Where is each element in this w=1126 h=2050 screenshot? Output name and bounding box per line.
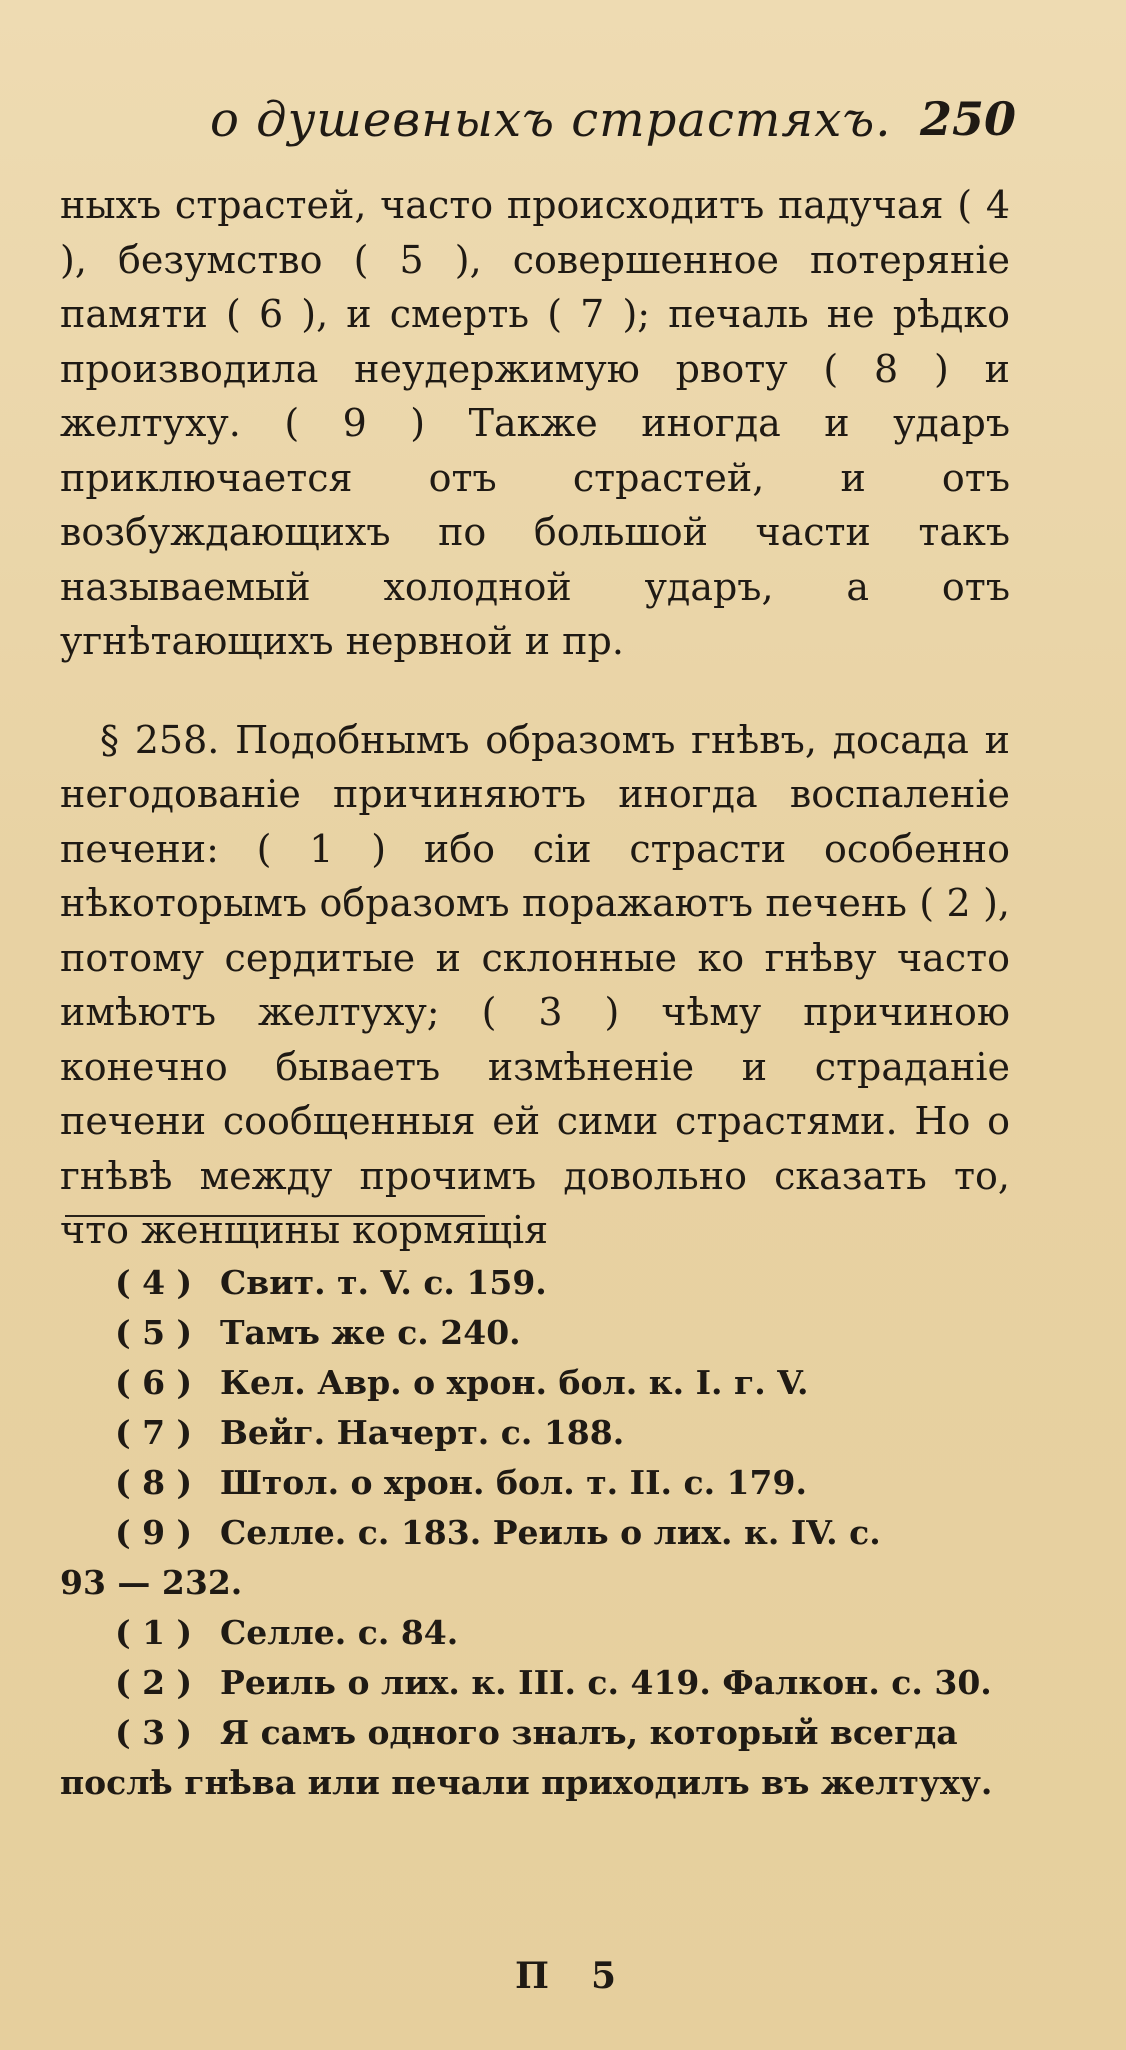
signature-mark: П [515, 1955, 551, 1997]
footnote [60, 1458, 1020, 1508]
footnote-text: Я самъ одного зналъ, который всегда [220, 1713, 958, 1752]
footnote-text: Селле. с. 183. Реиль о лих. к. IV. с. [220, 1513, 881, 1552]
footnote-text: 93 — 232. [60, 1563, 243, 1602]
footnote-mark: ( 9 ) [115, 1513, 193, 1552]
page-header [0, 92, 1126, 162]
footnote [60, 1708, 1020, 1758]
footnote-text: послѣ гнѣва или печали приходилъ въ желтуху. [60, 1763, 993, 1802]
footnote-mark: ( 7 ) [115, 1413, 193, 1452]
paragraph-1: ныхъ страстей, часто происходитъ падучая ( 4 ), безумство ( 5 ), совершенное потеряніе памяти ( 6 ), и смерть ( 7 ); печаль не рѣдко производила неудержимую рвоту ( 8 ) и желтуху. ( 9 ) Также иногда и ударъ приключается отъ страстей, и отъ возбуждающихъ по большой части такъ называемый холодной ударъ, а отъ угнѣтающихъ нервной и пр. [60, 183, 1010, 663]
body-text [60, 178, 1010, 1258]
footnote-text: Вейг. Начерт. с. 188. [220, 1413, 625, 1452]
footnote [60, 1408, 1020, 1458]
footnote-mark: ( 5 ) [115, 1313, 193, 1352]
footnote-mark: ( 3 ) [115, 1713, 193, 1752]
footnote-text: Селле. с. 84. [220, 1613, 459, 1652]
footnote-text: Кел. Авр. о хрон. бол. к. I. г. V. [220, 1363, 809, 1402]
paragraph-2: § 258. Подобнымъ образомъ гнѣвъ, досада и негодованіе причиняютъ иногда воспаленіе печени: ( 1 ) ибо сіи страсти особенно нѣкоторымъ образомъ поражаютъ печень ( 2 ), потому сердитые и склонные ко гнѣву часто имѣютъ желтуху; ( 3 ) чѣму причиною конечно бываетъ измѣненіе и страданіе печени сообщенныя ей сими страстями. Но о гнѣвѣ между прочимъ довольно сказать то, что женщины кормящія [60, 717, 1010, 1252]
footnote-text: Реиль о лих. к. III. с. 419. Фалкон. с. 30. [220, 1663, 992, 1702]
footnote-text: Свит. т. V. с. 159. [220, 1263, 547, 1302]
footnote [60, 1308, 1020, 1358]
footnote [60, 1258, 1020, 1308]
footnote-rule [65, 1215, 485, 1217]
footnote [60, 1658, 1020, 1708]
printer-signature [515, 1955, 618, 1997]
footnote-continuation [60, 1758, 1020, 1808]
footnote-mark: ( 1 ) [115, 1613, 193, 1652]
footnote-mark: ( 8 ) [115, 1463, 193, 1502]
footnote-mark: ( 2 ) [115, 1663, 193, 1702]
footnote [60, 1358, 1020, 1408]
footnote-mark: ( 6 ) [115, 1363, 193, 1402]
footnote [60, 1508, 1020, 1558]
footnotes [60, 1258, 1020, 1808]
footnote-mark: ( 4 ) [115, 1263, 193, 1302]
page-number: 250 [920, 92, 1017, 146]
footnote-continuation [60, 1558, 1020, 1608]
footnote-text: Штол. о хрон. бол. т. II. с. 179. [220, 1463, 807, 1502]
running-title: о душевныхъ страстяхъ. [210, 92, 892, 148]
signature-number: 5 [591, 1955, 619, 1997]
footnote [60, 1608, 1020, 1658]
footnote-text: Тамъ же с. 240. [220, 1313, 521, 1352]
